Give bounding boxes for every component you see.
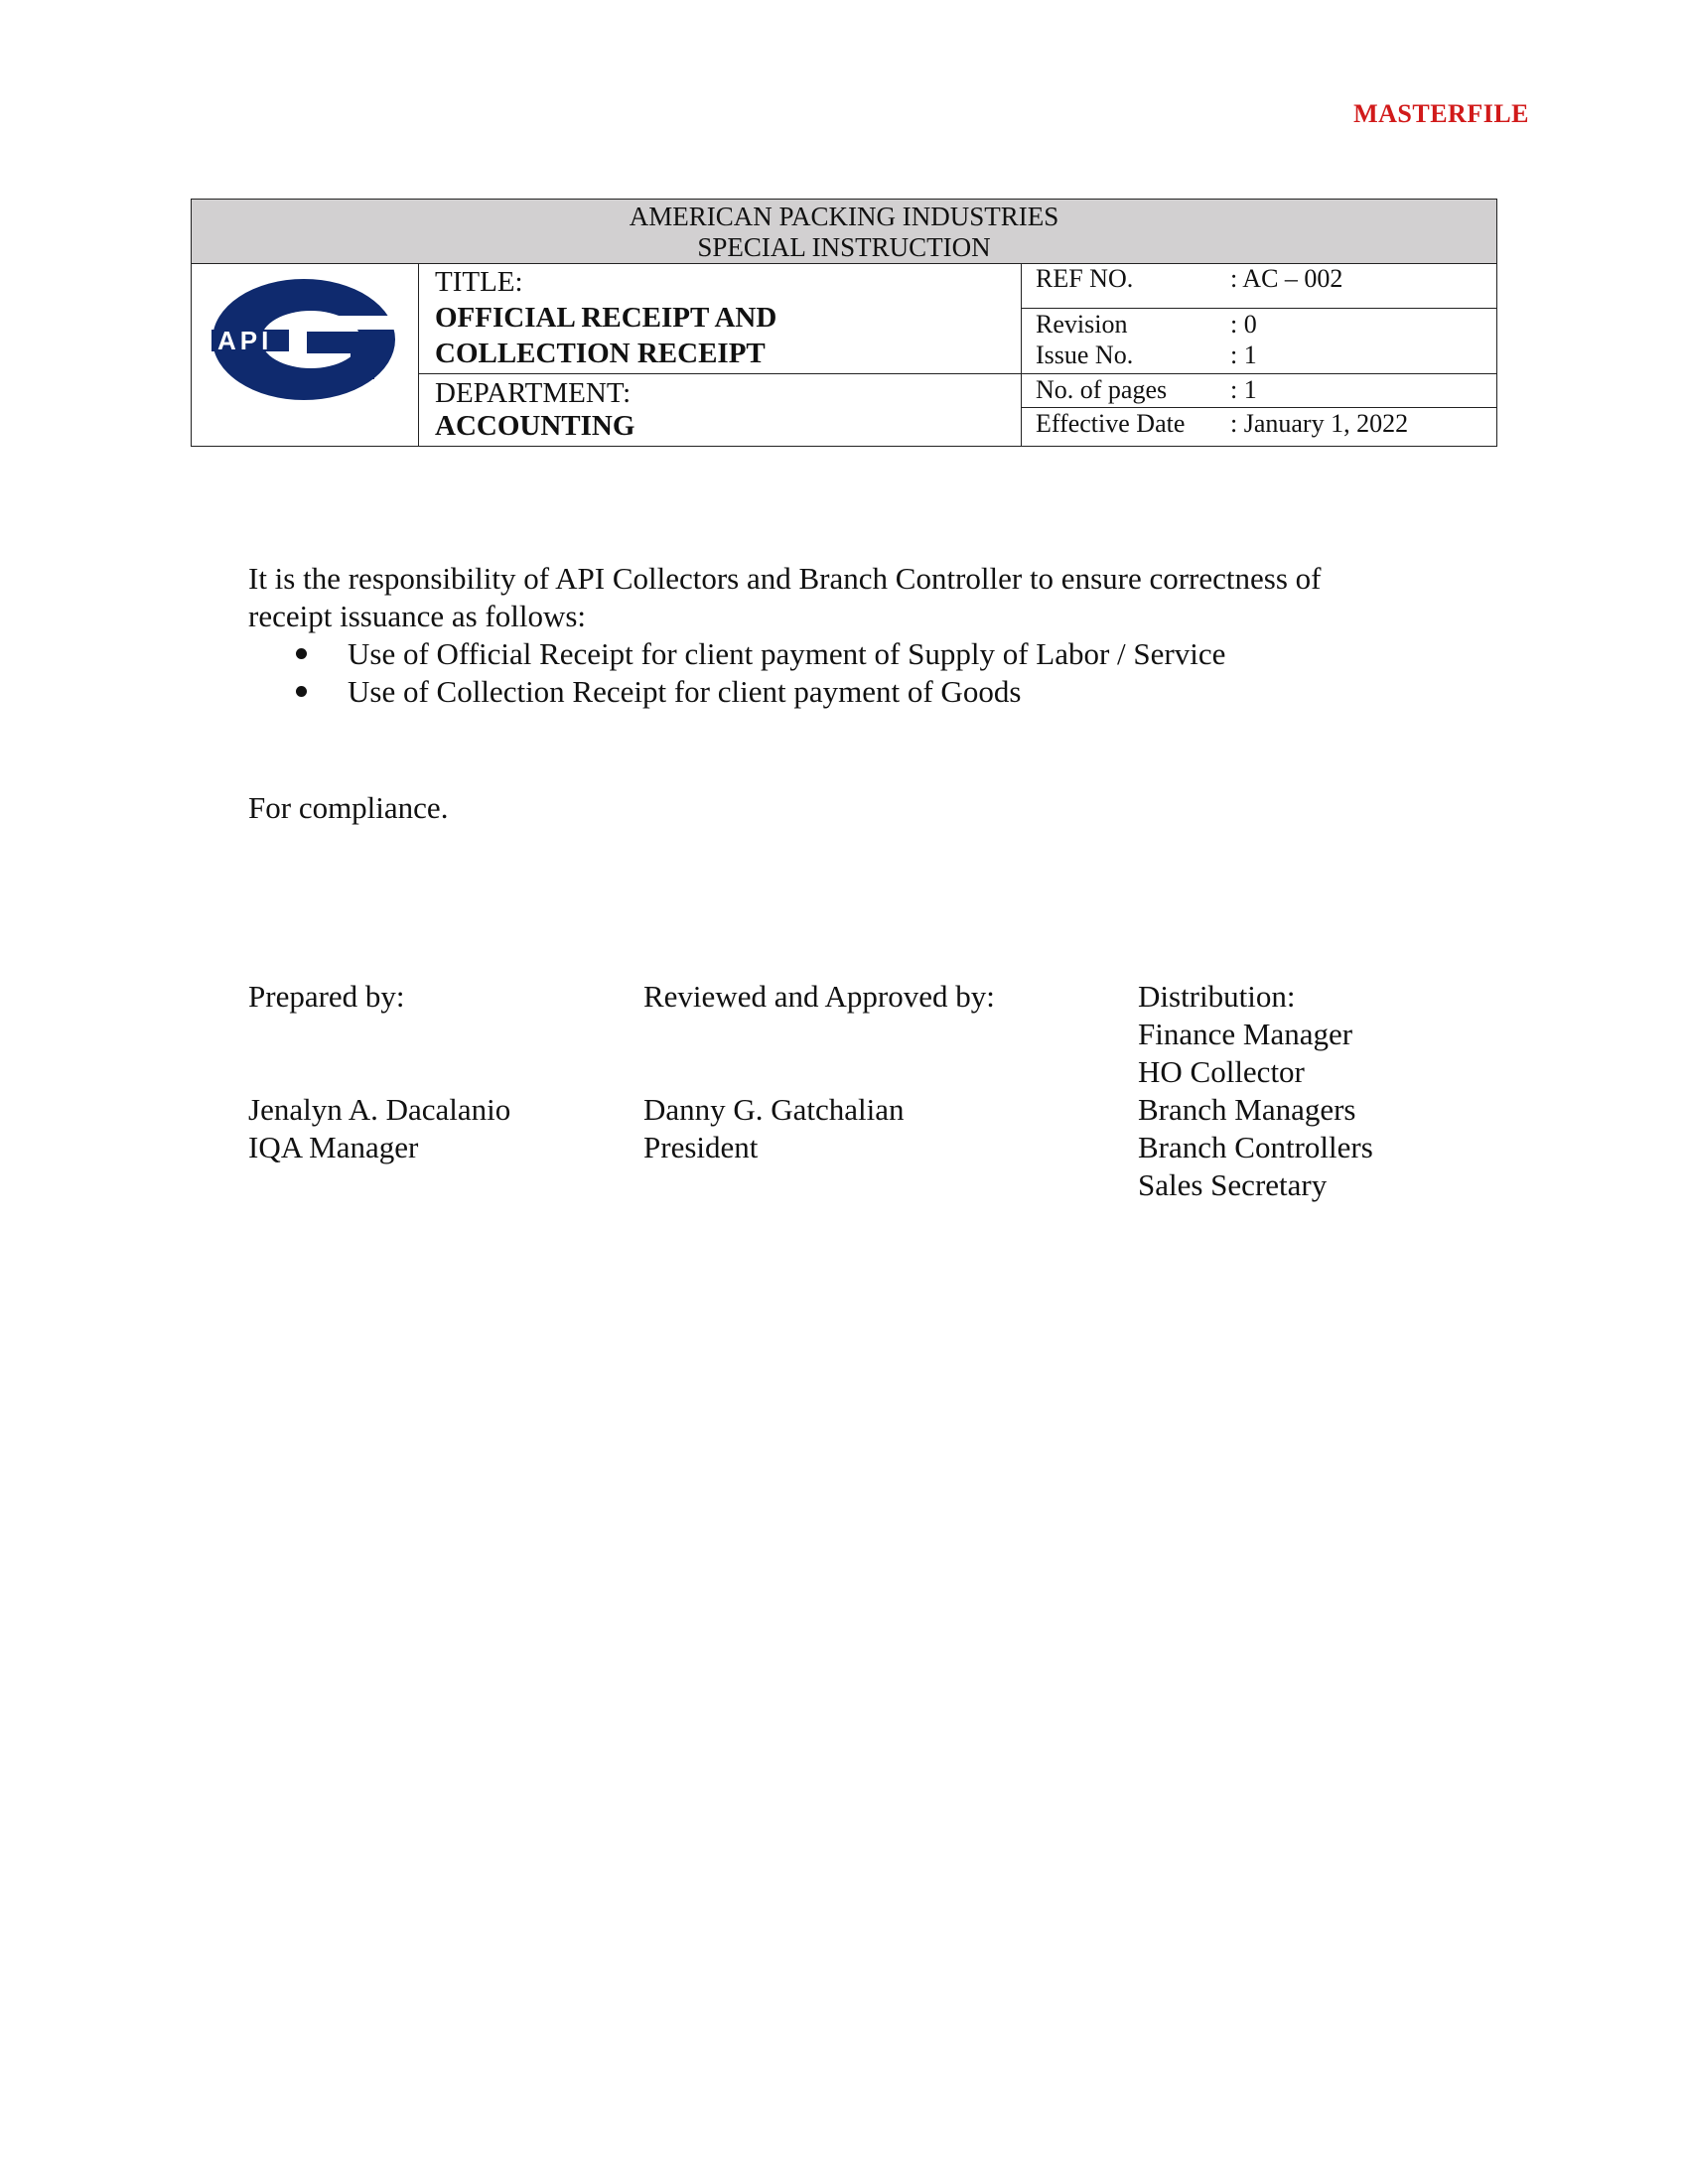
meta-label: Effective Date <box>1036 409 1186 438</box>
prepared-by-position: IQA Manager <box>248 1130 419 1164</box>
title-cell <box>419 264 1022 446</box>
distribution-label: Distribution: <box>1138 979 1296 1014</box>
meta-value: : 1 <box>1230 341 1257 369</box>
department-value: ACCOUNTING <box>435 410 635 442</box>
intro-paragraph <box>248 560 1470 635</box>
title-divider <box>419 373 1021 374</box>
list-item-text: Use of Collection Receipt for client payment of Goods <box>348 674 1022 709</box>
distribution-item: Sales Secretary <box>1138 1167 1328 1202</box>
intro-line-1: It is the responsibility of API Collectors and Branch Controller to ensure correctness of <box>248 561 1322 596</box>
approved-by-position: President <box>643 1130 759 1164</box>
distribution-item: Branch Managers <box>1138 1092 1356 1127</box>
title-line-2: COLLECTION RECEIPT <box>435 338 766 369</box>
department-label: DEPARTMENT: <box>435 377 632 409</box>
prepared-by-block <box>248 978 510 1166</box>
instruction-list <box>248 635 1470 711</box>
list-item-text: Use of Official Receipt for client payment of Supply of Labor / Service <box>348 636 1226 671</box>
api-g-logo <box>211 278 396 401</box>
approved-by-label: Reviewed and Approved by: <box>643 979 995 1014</box>
meta-value: : January 1, 2022 <box>1230 409 1409 438</box>
list-item <box>248 635 1470 673</box>
meta-value: : 1 <box>1230 375 1257 404</box>
distribution-item: Branch Controllers <box>1138 1130 1373 1164</box>
meta-divider <box>1022 308 1496 309</box>
company-name: AMERICAN PACKING INDUSTRIES <box>629 202 1059 231</box>
meta-divider <box>1022 407 1496 408</box>
approved-by-block <box>643 978 995 1166</box>
meta-label: No. of pages <box>1036 375 1168 404</box>
meta-divider <box>1022 373 1496 374</box>
meta-cell <box>1022 264 1496 446</box>
meta-value: : 0 <box>1230 310 1257 339</box>
title-line-1: OFFICIAL RECEIPT AND <box>435 302 777 334</box>
intro-line-2: receipt issuance as follows: <box>248 599 587 633</box>
meta-label: Revision <box>1036 310 1128 339</box>
bullet-icon <box>296 686 307 697</box>
list-item <box>248 673 1470 711</box>
meta-label: REF NO. <box>1036 264 1134 293</box>
masterfile-stamp: MASTERFILE <box>1353 99 1529 128</box>
prepared-by-name: Jenalyn A. Dacalanio <box>248 1092 511 1127</box>
document-type: SPECIAL INSTRUCTION <box>697 232 991 262</box>
meta-value: : AC – 002 <box>1230 264 1343 293</box>
meta-label: Issue No. <box>1036 341 1134 369</box>
approved-by-name: Danny G. Gatchalian <box>643 1092 905 1127</box>
document-header-table <box>191 199 1497 447</box>
prepared-by-label: Prepared by: <box>248 979 405 1014</box>
header-band <box>192 200 1496 264</box>
distribution-item: HO Collector <box>1138 1054 1305 1089</box>
closing-text: For compliance. <box>248 790 449 825</box>
title-label: TITLE: <box>435 266 523 298</box>
bullet-icon <box>296 648 307 659</box>
logo-text: API <box>217 326 273 355</box>
distribution-item: Finance Manager <box>1138 1017 1353 1051</box>
logo-cell <box>192 264 419 446</box>
distribution-block <box>1138 978 1373 1204</box>
